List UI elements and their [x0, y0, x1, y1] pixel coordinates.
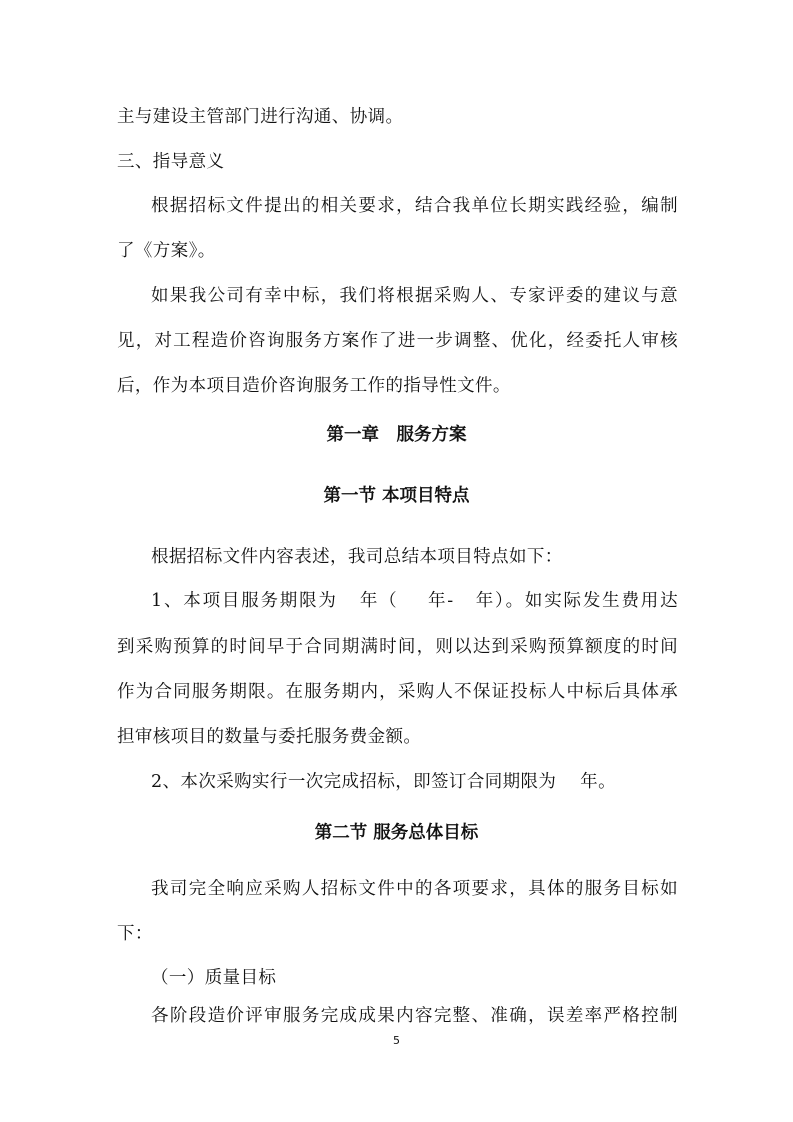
paragraph-line: 到采购预算的时间早于合同期满时间，则以达到采购预算额度的时间	[117, 637, 678, 657]
paragraph-line: 根据招标文件提出的相关要求，结合我单位长期实践经验，编制	[151, 196, 678, 216]
page-number: 5	[393, 1034, 400, 1047]
chapter-title: 第一章 服务方案	[326, 425, 467, 445]
paragraph-line: 2、本次采购实行一次完成招标，即签订合同期限为 年。	[151, 772, 616, 792]
paragraph-line: 我司完全响应采购人招标文件中的各项要求，具体的服务目标如	[151, 879, 678, 899]
paragraph-line: 后，作为本项目造价咨询服务工作的指导性文件。	[117, 376, 511, 396]
paragraph-line: 作为合同服务期限。在服务期内，采购人不保证投标人中标后具体承	[117, 682, 678, 702]
section-title: 第二节 服务总体目标	[314, 823, 479, 843]
paragraph-line: 主与建设主管部门进行沟通、协调。	[117, 107, 404, 127]
paragraph-line: 1、本项目服务期限为 年（ 年- 年）。如实际发生费用达	[151, 591, 678, 611]
subheading-guidance: 三、指导意义	[117, 152, 225, 172]
paragraph-line: 了《方案》。	[117, 241, 216, 261]
subheading-quality: （一）质量目标	[151, 968, 277, 988]
paragraph-line: 见，对工程造价咨询服务方案作了进一步调整、优化，经委托人审核	[117, 331, 678, 351]
paragraph-line: 各阶段造价评审服务完成成果内容完整、准确，误差率严格控制	[151, 1006, 678, 1026]
paragraph-line: 如果我公司有幸中标，我们将根据采购人、专家评委的建议与意	[151, 286, 678, 306]
paragraph-line: 担审核项目的数量与委托服务费金额。	[117, 727, 422, 747]
paragraph-line: 下：	[117, 924, 153, 944]
section-title: 第一节 本项目特点	[323, 486, 470, 506]
paragraph-line: 根据招标文件内容表述，我司总结本项目特点如下：	[151, 547, 563, 567]
